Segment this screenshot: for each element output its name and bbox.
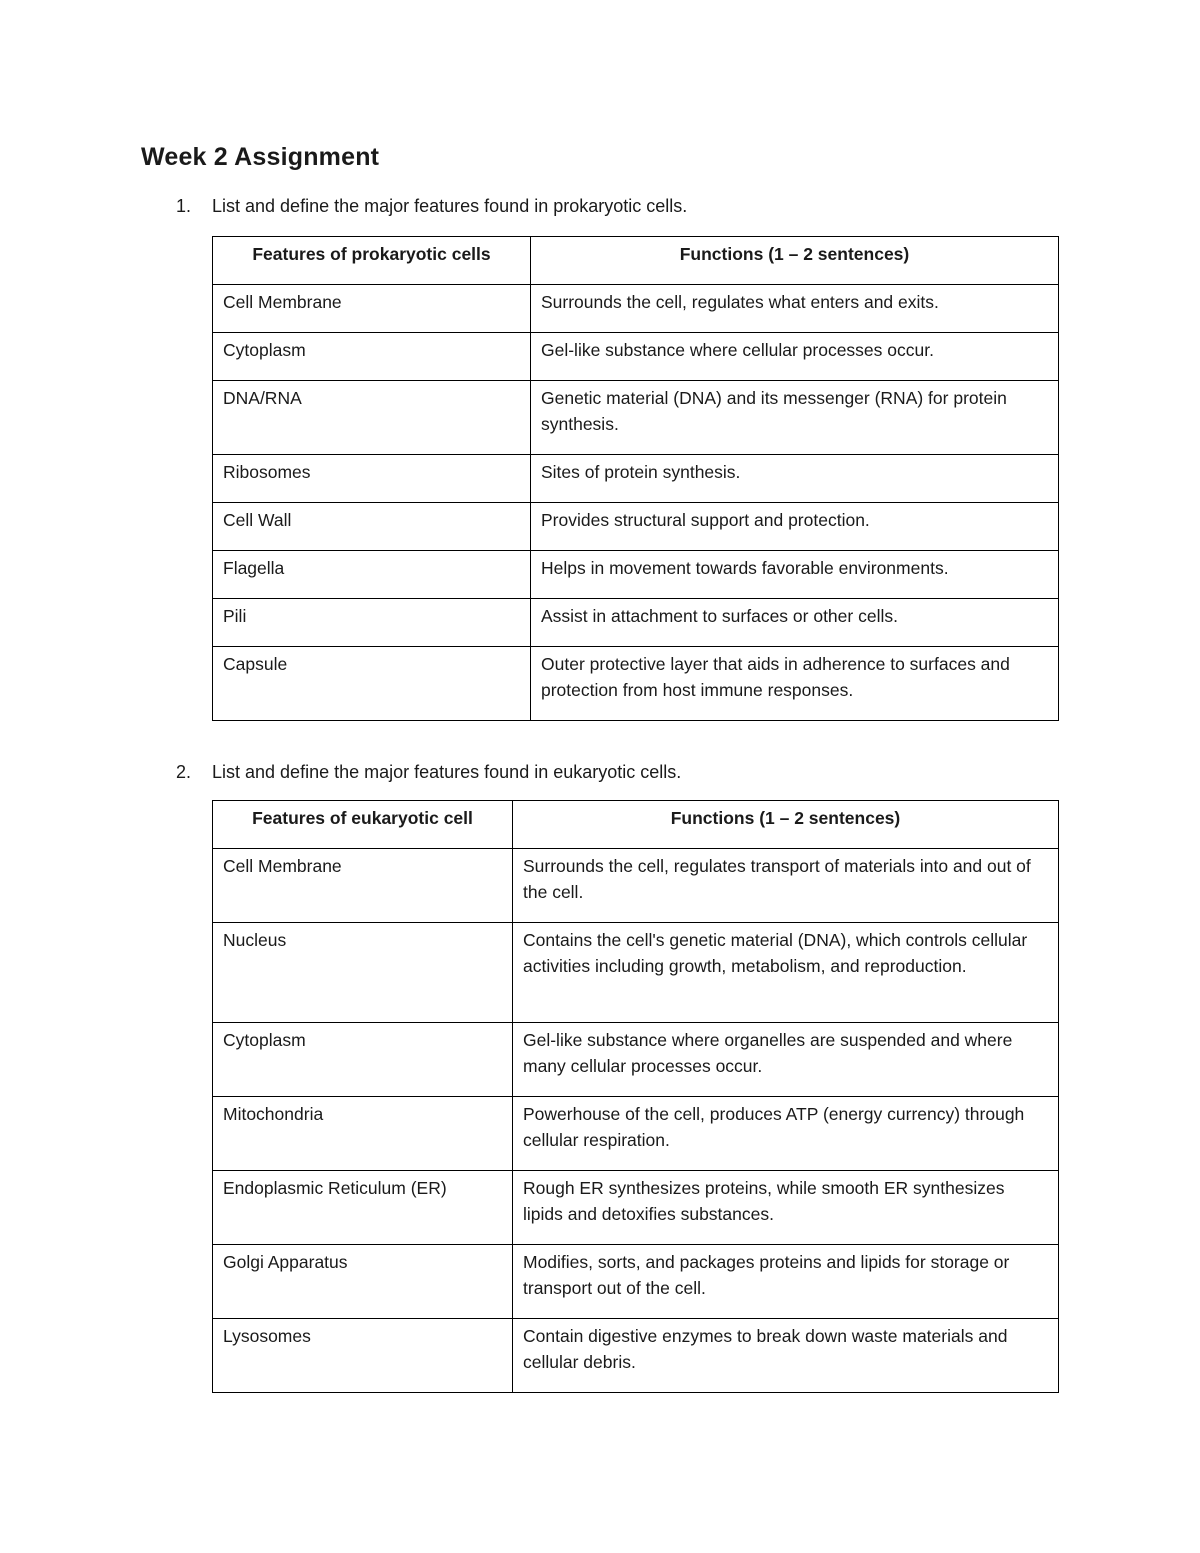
function-cell: Surrounds the cell, regulates transport of materials into and out of the cell. xyxy=(513,849,1059,923)
table-row xyxy=(213,647,1059,721)
prokaryotic-features-table xyxy=(212,236,1059,721)
question-number: 2. xyxy=(176,762,192,782)
table-header-row xyxy=(213,801,1059,849)
table-row xyxy=(213,599,1059,647)
function-cell: Sites of protein synthesis. xyxy=(531,455,1059,503)
column-header-functions: Functions (1 – 2 sentences) xyxy=(531,237,1059,285)
feature-cell: Cell Wall xyxy=(213,503,531,551)
table-row xyxy=(213,381,1059,455)
function-cell: Provides structural support and protection. xyxy=(531,503,1059,551)
feature-cell: Flagella xyxy=(213,551,531,599)
function-cell: Assist in attachment to surfaces or other cells. xyxy=(531,599,1059,647)
table-row xyxy=(213,333,1059,381)
function-cell: Surrounds the cell, regulates what enters and exits. xyxy=(531,285,1059,333)
table-row xyxy=(213,503,1059,551)
feature-cell: Cell Membrane xyxy=(213,285,531,333)
table-row xyxy=(213,285,1059,333)
function-cell: Rough ER synthesizes proteins, while smooth ER synthesizes lipids and detoxifies substances. xyxy=(513,1171,1059,1245)
function-cell: Gel-like substance where cellular processes occur. xyxy=(531,333,1059,381)
function-cell: Powerhouse of the cell, produces ATP (energy currency) through cellular respiration. xyxy=(513,1097,1059,1171)
table-row xyxy=(213,849,1059,923)
page-title: Week 2 Assignment xyxy=(141,143,380,171)
feature-cell: Cytoplasm xyxy=(213,333,531,381)
feature-cell: DNA/RNA xyxy=(213,381,531,455)
question-number: 1. xyxy=(176,196,192,216)
feature-cell: Ribosomes xyxy=(213,455,531,503)
feature-cell: Capsule xyxy=(213,647,531,721)
function-cell: Outer protective layer that aids in adherence to surfaces and protection from host immune responses. xyxy=(531,647,1059,721)
function-cell: Contain digestive enzymes to break down waste materials and cellular debris. xyxy=(513,1319,1059,1393)
function-cell: Modifies, sorts, and packages proteins and lipids for storage or transport out of the cell. xyxy=(513,1245,1059,1319)
table-row xyxy=(213,1171,1059,1245)
function-cell: Gel-like substance where organelles are suspended and where many cellular processes occur. xyxy=(513,1023,1059,1097)
table-row xyxy=(213,1319,1059,1393)
eukaryotic-features-table xyxy=(212,800,1059,1393)
table-row xyxy=(213,551,1059,599)
function-cell: Genetic material (DNA) and its messenger (RNA) for protein synthesis. xyxy=(531,381,1059,455)
column-header-features: Features of eukaryotic cell xyxy=(213,801,513,849)
column-header-features: Features of prokaryotic cells xyxy=(213,237,531,285)
feature-cell: Cell Membrane xyxy=(213,849,513,923)
question-2 xyxy=(176,762,681,783)
function-cell: Contains the cell's genetic material (DNA), which controls cellular activities including growth, metabolism, and reproduction. xyxy=(513,923,1059,1023)
question-text: List and define the major features found in prokaryotic cells. xyxy=(212,196,688,216)
table-row xyxy=(213,1097,1059,1171)
feature-cell: Endoplasmic Reticulum (ER) xyxy=(213,1171,513,1245)
table-row xyxy=(213,455,1059,503)
table-header-row xyxy=(213,237,1059,285)
feature-cell: Pili xyxy=(213,599,531,647)
table-row xyxy=(213,923,1059,1023)
question-1 xyxy=(176,196,687,217)
table-row xyxy=(213,1023,1059,1097)
question-text: List and define the major features found in eukaryotic cells. xyxy=(212,762,682,782)
feature-cell: Cytoplasm xyxy=(213,1023,513,1097)
feature-cell: Golgi Apparatus xyxy=(213,1245,513,1319)
feature-cell: Nucleus xyxy=(213,923,513,1023)
function-cell: Helps in movement towards favorable environments. xyxy=(531,551,1059,599)
feature-cell: Lysosomes xyxy=(213,1319,513,1393)
feature-cell: Mitochondria xyxy=(213,1097,513,1171)
table-row xyxy=(213,1245,1059,1319)
column-header-functions: Functions (1 – 2 sentences) xyxy=(513,801,1059,849)
